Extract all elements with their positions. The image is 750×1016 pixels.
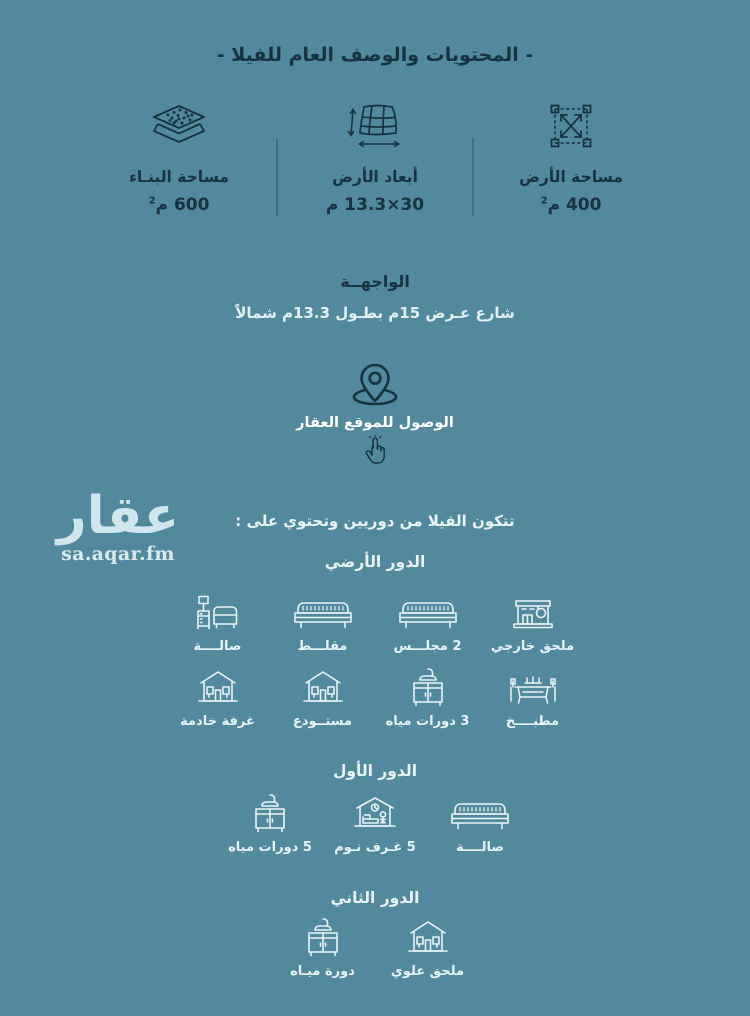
item-label: غرفة خادمة	[180, 714, 255, 729]
item-label: 5 غـرف نـوم	[334, 840, 416, 855]
stat-building-area	[104, 100, 254, 215]
item-label: 2 مجلـــس	[393, 639, 462, 654]
stat-label: أبعاد الأرض	[332, 168, 418, 186]
item-majlis	[375, 592, 480, 654]
area-arrows-icon	[546, 100, 596, 152]
item-kitchen	[480, 667, 585, 729]
pointing-hand-icon[interactable]	[362, 435, 388, 465]
stat-value-text: 400 م	[547, 195, 602, 215]
stats-divider-2	[472, 138, 474, 216]
stat-label: مساحة البنـاء	[129, 168, 229, 186]
facade-description: شارع عـرض 15م بطـول 13.3م شمالاً	[235, 304, 515, 322]
stat-value-text: 30×13.3 م	[325, 195, 425, 215]
sofa-icon	[397, 592, 459, 632]
stat-land-area	[496, 100, 646, 215]
stacked-layers-icon	[150, 100, 208, 152]
bedroom-icon	[352, 793, 398, 833]
item-outbuilding	[480, 592, 585, 654]
item-label: 5 دورات مياه	[228, 840, 312, 855]
stat-land-dimensions	[300, 100, 450, 215]
stat-unit: 2	[148, 195, 156, 207]
item-bedrooms	[323, 793, 428, 855]
sofa-icon	[292, 592, 354, 632]
floor-heading-first: الدور الأول	[332, 762, 418, 780]
ground-floor-row-1	[0, 592, 750, 654]
page-title: - المحتويات والوصف العام للفيلا -	[216, 44, 534, 66]
stat-value-text: 600 م	[155, 195, 210, 215]
item-label: مقلـــط	[297, 639, 348, 654]
stat-value	[149, 195, 210, 215]
item-bathrooms-ground	[375, 667, 480, 729]
logo-domain: sa.aqar.fm	[61, 543, 175, 566]
ground-floor-row-2	[0, 667, 750, 729]
item-label: 3 دورات مياه	[385, 714, 470, 729]
land-grid-dimensions-icon	[344, 100, 406, 152]
item-label: صالــــة	[456, 840, 504, 855]
item-label: مستــودع	[292, 714, 353, 729]
stat-unit: 2	[540, 195, 548, 207]
item-label: دورة ميـاه	[290, 964, 355, 979]
second-floor-row	[0, 917, 750, 979]
bathroom-sink-icon	[303, 917, 343, 957]
house-rooms-icon	[407, 917, 449, 957]
bathroom-sink-icon	[408, 667, 448, 707]
item-label: ملحق علوي	[390, 964, 465, 979]
first-floor-row	[0, 793, 750, 855]
house-rooms-icon	[197, 667, 239, 707]
item-hall-first	[428, 793, 533, 855]
facade-title: الواجهــة	[340, 272, 410, 291]
item-upper-annex	[375, 917, 480, 979]
stat-value	[541, 195, 602, 215]
facade-section	[0, 272, 750, 322]
logo-wordmark: عقار	[56, 486, 180, 546]
lounge-chair-lamp-icon	[195, 592, 241, 632]
dining-table-icon	[507, 667, 559, 707]
outbuilding-icon	[512, 592, 554, 632]
intro-text: تتكون الفيلا من دوريين وتحتوي على :	[235, 512, 515, 530]
house-rooms-icon	[302, 667, 344, 707]
location-label: الوصول للموقع العقار	[296, 415, 454, 431]
item-label: مطبــــخ	[505, 714, 560, 729]
item-label: ملحق خارجي	[490, 639, 575, 654]
map-pin-icon	[349, 360, 401, 408]
item-bathrooms-first	[218, 793, 323, 855]
stat-label: مساحة الأرض	[519, 168, 623, 186]
floor-heading-second: الدور الثاني	[330, 889, 420, 907]
stat-value	[326, 195, 424, 215]
stats-divider-1	[276, 138, 278, 216]
item-label: صالــــة	[193, 639, 242, 654]
item-hall-ground	[165, 592, 270, 654]
item-maglat	[270, 592, 375, 654]
stats-row	[0, 100, 750, 216]
item-maid-room	[165, 667, 270, 729]
floor-heading-ground: الدور الأرضي	[324, 553, 426, 571]
bathroom-sink-icon	[250, 793, 290, 833]
item-bathroom-second	[270, 917, 375, 979]
location-section[interactable]	[0, 360, 750, 465]
sofa-icon	[449, 793, 511, 833]
item-storage	[270, 667, 375, 729]
